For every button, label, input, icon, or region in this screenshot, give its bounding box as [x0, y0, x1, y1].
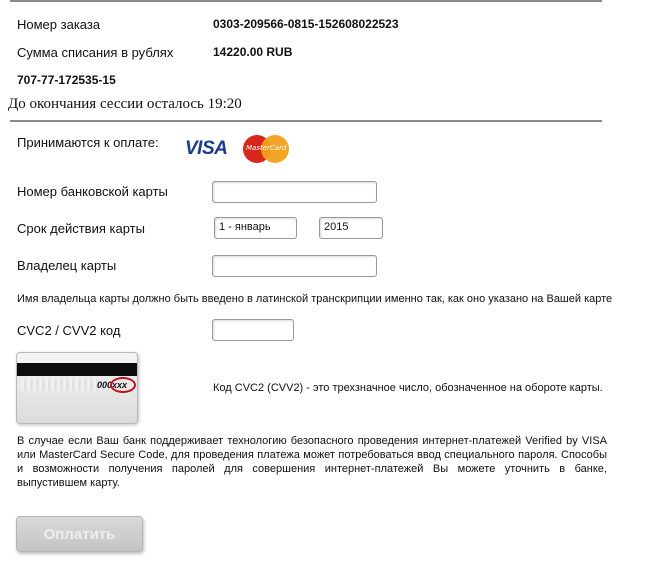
card-code-digits: 000 — [97, 380, 113, 390]
order-number-value: 0303-209566-0815-152608022523 — [213, 17, 399, 31]
cvv-highlight-ring — [110, 377, 136, 393]
mastercard-logo-text: MasterCard — [246, 144, 287, 152]
secure-code-note: В случае если Ваш банк поддерживает технологию безопасного проведения интернет-платежей Verified by VISA или MasterCard Secure Code, для проведения платежа может потребоваться ввод специального пароля. Способы и возможности получения паролей для совершения интернет-платежей Вы можете уточнить в банке, выпустившем карту. — [17, 435, 607, 489]
maestro-logo-text: Maestro — [302, 144, 331, 152]
cvv-help-text: Код CVC2 (CVV2) - это трехзначное число, обозначенное на обороте карты. — [213, 382, 603, 394]
maestro-logo — [298, 135, 344, 163]
holder-input[interactable] — [212, 255, 377, 277]
amount-value: 14220.00 RUB — [213, 45, 293, 59]
amount-label: Сумма списания в рублях — [17, 45, 174, 60]
card-code-circled: xxx — [112, 380, 128, 390]
card-number-label: Номер банковской карты — [17, 184, 168, 199]
card-back-illustration — [16, 352, 138, 424]
cvc-input[interactable] — [212, 319, 294, 341]
expiry-label: Срок действия карты — [17, 221, 145, 236]
cvc-label: CVC2 / CVV2 код — [17, 323, 121, 338]
order-number-label: Номер заказа — [17, 17, 101, 32]
magnetic-stripe — [17, 363, 137, 376]
order-reference: 707-77-172535-15 — [17, 73, 116, 87]
session-timer: До окончания сессии осталось 19:20 — [8, 96, 242, 112]
card-number-input[interactable] — [212, 181, 377, 203]
signature-strip — [21, 379, 101, 391]
expiry-month-select[interactable]: 1 - январь — [214, 217, 297, 239]
pay-button[interactable]: Оплатить — [16, 516, 143, 552]
expiry-year-select[interactable]: 2015 — [319, 217, 383, 239]
top-divider — [10, 0, 602, 2]
holder-label: Владелец карты — [17, 258, 117, 273]
holder-hint: Имя владельца карты должно быть введено в латинской транскрипции именно так, как оно указано на Вашей карте — [17, 293, 613, 305]
mastercard-logo — [243, 135, 289, 163]
accepted-cards-label: Принимаются к оплате: — [17, 135, 159, 150]
visa-logo: VISA — [185, 138, 228, 159]
section-divider — [10, 120, 602, 122]
